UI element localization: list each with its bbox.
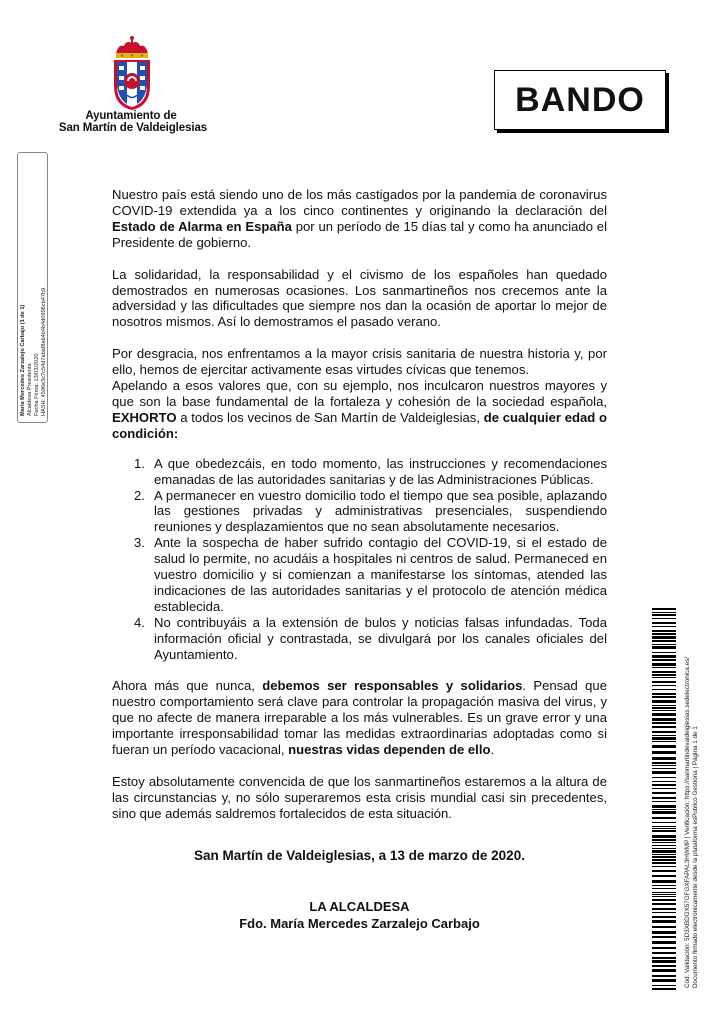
paragraph-5: Ahora más que nunca, debemos ser responsables y solidarios. Pensad que nuestro comportamiento será clave para controlar la propagación masiva del virus, y que no afecte de manera irreparable a los más vulnerables. Es un grave error y una importante irresponsabilidad tomar las medidas extraordinarias adoptadas como si fueran un período vacacional, nuestras vidas dependen de ello. (112, 678, 607, 758)
signer-title: LA ALCALDESA (309, 899, 410, 914)
signer-role: Alcaldesa Presidenta (27, 363, 33, 416)
signer-name: María Mercedes Zarzalejo Carbajo (1 de 1) (20, 304, 26, 416)
platform-note: Documento firmado electrónicamente desde la plataforma esPublico Gestiona | Página 1 de 1 (692, 726, 699, 988)
list-item: 1. A que obedezcáis, en todo momento, las instrucciones y recomendaciones emanadas de las autoridades sanitarias y de las Administraciones Públicas. (134, 455, 607, 487)
municipality-name: San Martín de Valdeiglesias (58, 122, 208, 134)
paragraph-3: Por desgracia, nos enfrentamos a la mayor crisis sanitaria de nuestra historia y, por ello, hemos de ejercitar activamente esas virtudes cívicas que tenemos. (112, 346, 607, 378)
paragraph-6: Estoy absolutamente convencida de que los sanmartineños estaremos a la altura de las circunstancias y, no sólo superaremos esta crisis mundial casi sin precedentes, sino que además saldremos fortalecidos de esta situación. (112, 774, 607, 821)
signature-hash: HASH: 4596e3c7c54d7abaf8ab4b4b4d0996cb47b9 (41, 287, 47, 416)
coat-of-arms-icon (110, 34, 154, 112)
bando-title: BANDO (494, 70, 666, 130)
list-item: 2. A permanecer en vuestro domicilio todo el tiempo que sea posible, aplazando las gestiones privadas y administrativas presenciales, suspendiendo reuniones y desplazamientos que no sean absolutamente necesarios. (134, 487, 607, 535)
list-item: 4. No contribuyáis a la extensión de bulos y noticias falsas infundadas. Toda información oficial y contrastada, se divulgará por los canales oficiales del Ayuntamiento. (134, 614, 607, 662)
issue-date: San Martín de Valdeiglesias, a 13 de marzo de 2020. (194, 848, 525, 863)
paragraph-4: Apelando a esos valores que, con su ejemplo, nos inculcaron nuestros mayores y que son la base fundamental de la fortaleza y cohesión de la sociedad española, EXHORTO a todos los vecinos de San Martín de Valdeiglesias, de cualquier edad o condición: (112, 378, 607, 441)
paragraph-1: Nuestro país está siendo uno de los más castigados por la pandemia de coronavirus COVID-19 extendida ya a los cinco continentes y originando la declaración del Estado de Alarma en España por un período de 15 días tal y como ha anunciado el Presidente de gobierno. (112, 187, 607, 250)
signer-signature: Fdo. María Mercedes Zarzalejo Carbajo (239, 916, 480, 931)
exhortation-list (112, 456, 607, 663)
verification-text (684, 598, 700, 988)
signature-date: Fecha Firma: 13/03/2020 (34, 353, 40, 416)
paragraph-2: La solidaridad, la responsabilidad y el civismo de los españoles han quedado demostrados en numerosas ocasiones. Los sanmartineños nos crecemos ante la adversidad y las dificultades que siempre nos dan la ocasión de aportar lo mejor de nosotros mismos. Así lo demostramos el pasado verano. (112, 266, 607, 330)
barcode-icon (652, 608, 676, 993)
list-item: 3. Ante la sospecha de haber sufrido contagio del COVID-19, si el estado de salud lo permite, no acudáis a hospitales ni centros de salud. Permaneced en vuestro domicilio y si comienzan a manifestarse los síntomas, atended las indicaciones de las autoridades sanitarias y el protocolo de atención médica establecida. (134, 535, 607, 614)
ayuntamiento-label: Ayuntamiento de (85, 110, 177, 122)
validation-code: Cód. Validación: 5D3XBDGX57GFGXFAPAL3HWMP | Verificación: https://sanmartindevaldeiglesias.sedelectronica.es/ (684, 657, 691, 988)
signature-stamp-text (20, 154, 48, 416)
bando-body (112, 187, 607, 822)
